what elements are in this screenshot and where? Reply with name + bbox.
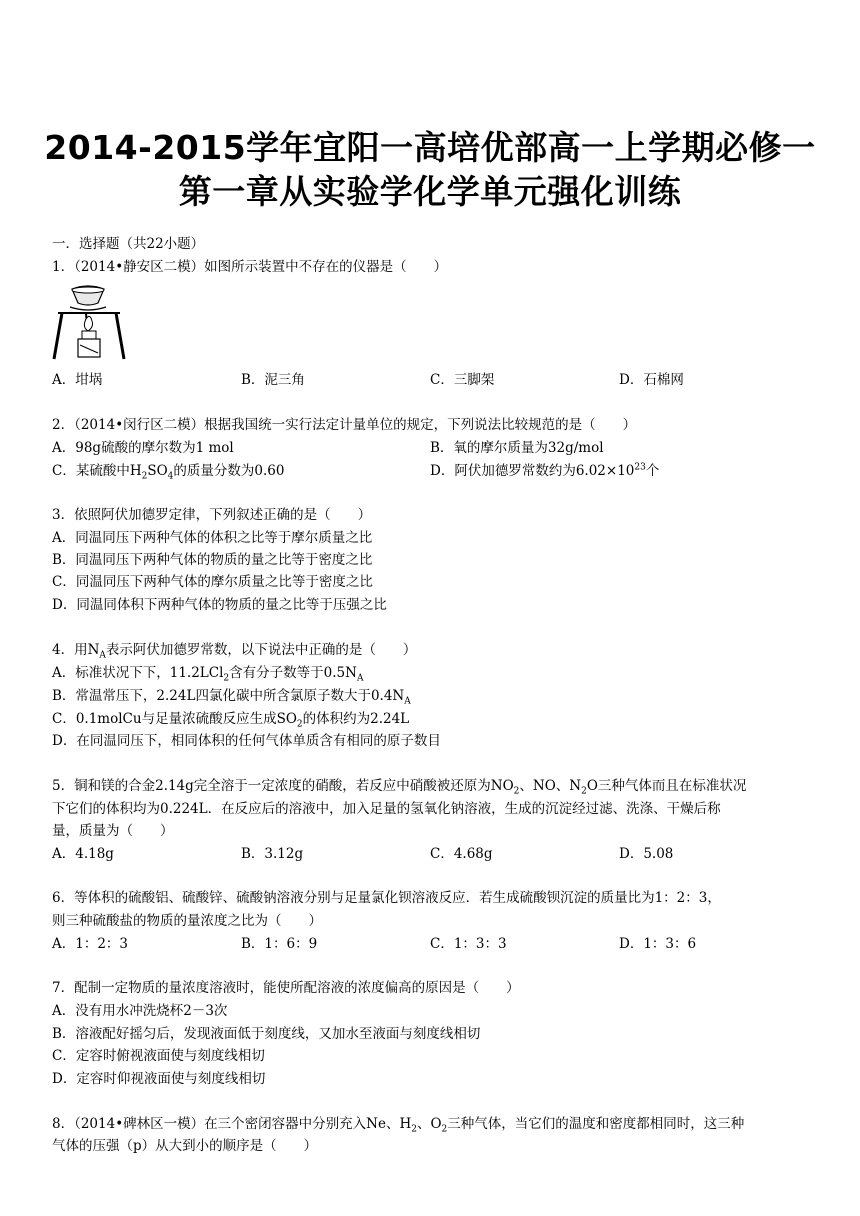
question-6-line-1: 6．等体积的硫酸铝、硫酸锌、硫酸钠溶液分别与足量氯化钡溶液反应．若生成硫酸钡沉淀的质量比为1：2：3， [52,890,721,906]
q4-option-b: B．常温常压下，2.24L四氯化碳中所含氯原子数大于$0.4N_A$ [52,688,411,707]
q2-option-b: B．氧的摩尔质量为32g/mol [430,440,604,456]
question-5-line-3: 量，质量为（ ） [52,823,174,839]
q6-option-a: A．1：2：3 [52,936,129,952]
question-5-line-1: 5．铜和镁的合金2.14g完全溶于一定浓度的硝酸，若反应中硝酸被还原为$NO_2$、NO、$N_2O$三种气体而且在标准状况 [52,778,747,797]
question-2-stem: 2．（2014•闵行区二模）根据我国统一实行法定计量单位的规定，下列说法比较规范的是（ ） [52,417,637,433]
section-heading: 一．选择题（共22小题） [52,236,205,252]
q7-option-b: B．溶液配好摇匀后，发现液面低于刻度线，又加水至液面与刻度线相切 [52,1026,481,1042]
alcohol-lamp-shape [78,339,100,357]
q1-option-c: C．三脚架 [430,372,495,388]
question-8-line-2: 气体的压强（p）从大到小的顺序是（ ） [52,1138,318,1154]
q5-option-d: D．5.08 [619,846,674,862]
q7-option-a: A．没有用水冲洗烧杯2－3次 [52,1003,228,1019]
question-8-line-1: 8．（2014•碑林区一模）在三个密闭容器中分别充入Ne、$H_2$、$O_2$三种气体，当它们的温度和密度都相同时，这三种 [52,1116,745,1135]
q3-option-b: B．同温同压下两种气体的物质的量之比等于密度之比 [52,552,373,568]
q1-option-a: A．坩埚 [52,372,103,388]
q6-option-d: D．1：3：6 [619,936,697,952]
question-5-line-2: 下它们的体积均为0.224L．在反应后的溶液中，加入足量的氢氧化钠溶液，生成的沉淀经过滤、洗涤、干燥后称 [52,801,721,817]
q5-option-b: B．3.12g [241,846,304,862]
q1-option-b: B．泥三角 [241,372,305,388]
q7-option-c: C．定容时俯视液面使与刻度线相切 [52,1048,265,1064]
clay-triangle-shape [70,307,106,310]
q4-option-c: C．0.1molCu与足量浓硫酸反应生成$SO_2$的体积约为2.24L [52,711,410,730]
q3-option-c: C．同温同压下两种气体的摩尔质量之比等于密度之比 [52,574,373,590]
title-line-1: 2014-2015学年宜阳一高培优部高一上学期必修一 [44,128,816,167]
q5-option-a: A．4.18g [52,846,114,862]
q1-option-d: D．石棉网 [619,372,684,388]
q6-option-b: B．1：6：9 [241,936,318,952]
question-4-stem: 4．用$N_A$表示阿伏加德罗常数，以下说法中正确的是（ ） [52,642,417,661]
q7-option-d: D．定容时仰视液面使与刻度线相切 [52,1071,266,1087]
question-7-stem: 7．配制一定物质的量浓度溶液时，能使所配溶液的浓度偏高的原因是（ ） [52,980,520,996]
q4-option-a: A．标准状况下下，11.2LCl$_2$含有分子数等于$0.5N_A$ [52,665,364,684]
q2-option-d: D．阿伏加德罗常数约为$6.02\times 10^{23}$个 [430,462,660,479]
q5-option-c: C．4.68g [430,846,493,862]
tripod-leg-right [116,313,124,359]
title-line-2: 第一章从实验学化学单元强化训练 [178,172,682,211]
q6-option-c: C．1：3：3 [430,936,507,952]
q3-option-d: D．同温同体积下两种气体的物质的量之比等于压强之比 [52,597,387,613]
question-1-stem: 1．（2014•静安区二模）如图所示装置中不存在的仪器是（ ） [52,259,448,275]
q2-option-a: A．98g硫酸的摩尔数为1 mol [52,440,234,456]
q4-option-d: D．在同温同压下，相同体积的任何气体单质含有相同的原子数目 [52,733,441,749]
question-6-line-2: 则三种硫酸盐的物质的量浓度之比为（ ） [52,913,322,929]
tripod-leg-left [54,313,62,359]
q3-option-a: A．同温同压下两种气体的体积之比等于摩尔质量之比 [52,530,373,546]
apparatus-figure [50,283,128,363]
q2-option-c: C．某硫酸中$H_2SO_4$的质量分数为0.60 [52,463,285,482]
question-3-stem: 3．依照阿伏加德罗定律，下列叙述正确的是（ ） [52,507,372,523]
